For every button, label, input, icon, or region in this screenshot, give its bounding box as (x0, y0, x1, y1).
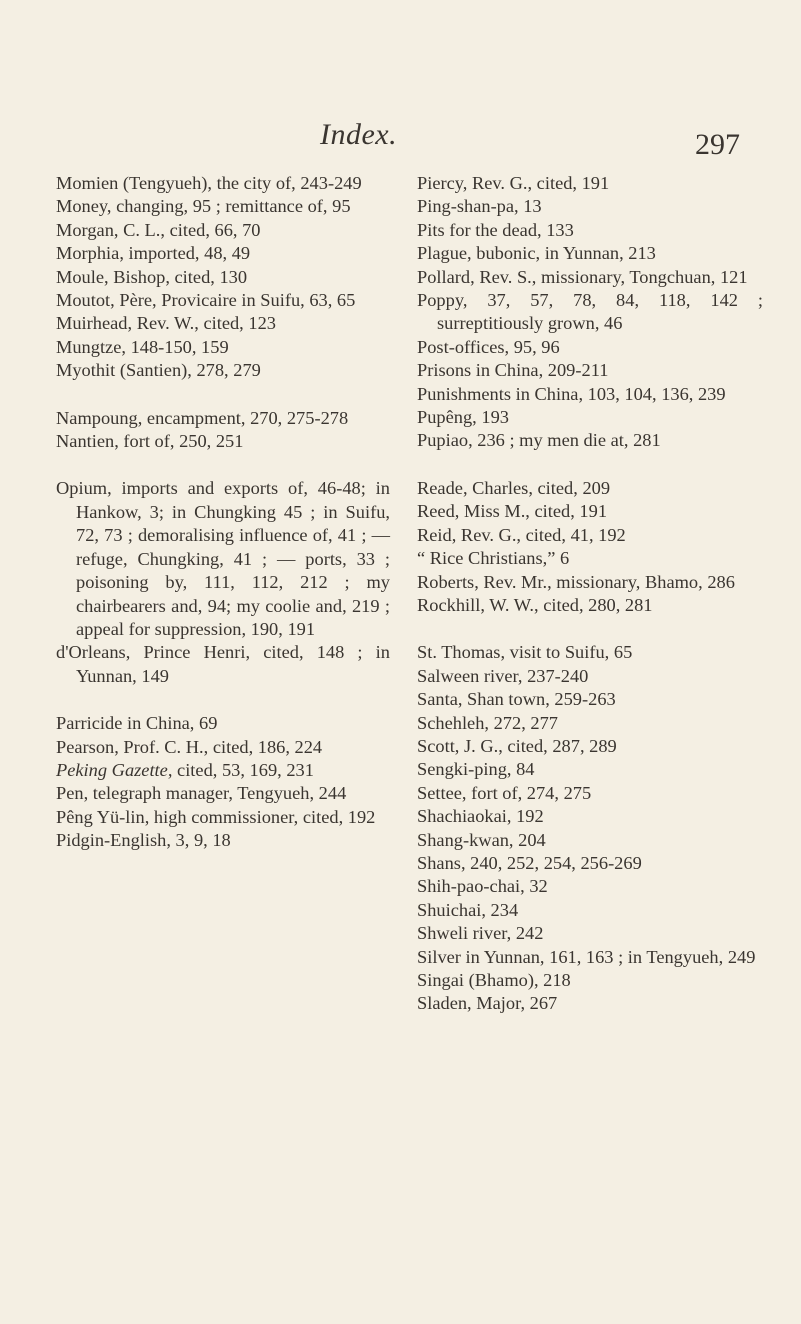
index-entry: Reed, Miss M., cited, 191 (417, 501, 608, 522)
index-entry: Myothit (Santien), 278, 279 (56, 360, 261, 381)
index-entry: Punishments in China, 103, 104, 136, 239 (417, 383, 726, 404)
index-entry: Santa, Shan town, 259-263 (417, 689, 616, 710)
index-entry-italic-title: Peking Gazette, (56, 759, 173, 780)
index-entry: Pupêng, 193 (417, 407, 509, 428)
index-entry: Pollard, Rev. S., missionary, Tongchuan, 121 (417, 266, 748, 287)
index-entry: Mungtze, 148-150, 159 (56, 336, 229, 357)
index-entry-text: cited, 53, 169, 231 (172, 759, 314, 780)
index-entry: Ping-shan-pa, 13 (417, 196, 542, 217)
page-title: Index. (320, 118, 398, 151)
index-entry: Momien (Tengyueh), the city of, 243-249 (56, 173, 362, 193)
index-entry: Shachiaokai, 192 (417, 806, 544, 827)
index-letter-group (56, 172, 390, 383)
index-entry: Pidgin-English, 3, 9, 18 (56, 830, 231, 851)
index-entry: Opium, imports and exports of, 46-48; in Hankow, 3; in Chungking 45 ; in Suifu, 72, 73 ; demoralising influence of, 41 ; — refuge, Chungking, 41 ; — ports, 33 ; poisoning by, 111, 112, 212 ; my chairbearers and, 94; my coolie and, 219 ; appeal for suppression, 190, 191 (56, 478, 390, 639)
index-entry: St. Thomas, visit to Suifu, 65 (417, 642, 633, 663)
index-letter-group (56, 407, 390, 454)
index-entry (56, 759, 390, 782)
index-entry: Shans, 240, 252, 254, 256-269 (417, 852, 642, 873)
index-entry: Silver in Yunnan, 161, 163 ; in Tengyueh, 249 (417, 946, 756, 967)
index-entry: Nampoung, encampment, 270, 275-278 (56, 407, 349, 428)
index-letter-group (56, 712, 390, 852)
index-entry: Moule, Bishop, cited, 130 (56, 266, 248, 287)
index-entry: Sengki-ping, 84 (417, 759, 535, 780)
index-entry: Shih-pao-chai, 32 (417, 876, 548, 897)
index-entry: Singai (Bhamo), 218 (417, 970, 571, 990)
index-entry: Roberts, Rev. Mr., missionary, Bhamo, 286 (417, 571, 735, 592)
index-entry: Pits for the dead, 133 (417, 219, 574, 240)
index-entry: Morgan, C. L., cited, 66, 70 (56, 219, 261, 240)
index-entry: Piercy, Rev. G., cited, 191 (417, 173, 610, 193)
index-entry: Pearson, Prof. C. H., cited, 186, 224 (56, 736, 323, 757)
index-column-right (417, 172, 763, 1016)
index-entry: Reade, Charles, cited, 209 (417, 477, 611, 498)
index-entry: Schehleh, 272, 277 (417, 712, 558, 733)
index-entry: Poppy, 37, 57, 78, 84, 118, 142 ; surreptitiously grown, 46 (417, 290, 763, 334)
index-entry: “ Rice Christians,” 6 (417, 548, 570, 569)
index-entry: Parricide in China, 69 (56, 713, 218, 734)
index-entry: d'Orleans, Prince Henri, cited, 148 ; in Yunnan, 149 (56, 642, 390, 686)
index-entry: Shweli river, 242 (417, 923, 544, 944)
index-entry: Moutot, Père, Provicaire in Suifu, 63, 65 (56, 290, 356, 311)
index-entry: Shuichai, 234 (417, 899, 519, 920)
index-entry: Prisons in China, 209-211 (417, 360, 609, 381)
index-entry: Nantien, fort of, 250, 251 (56, 431, 244, 452)
index-entry: Pen, telegraph manager, Tengyueh, 244 (56, 783, 347, 804)
index-letter-group (417, 172, 763, 453)
page-number: 297 (695, 128, 740, 161)
index-column-left (56, 172, 390, 853)
index-entry: Money, changing, 95 ; remittance of, 95 (56, 196, 351, 217)
index-entry: Morphia, imported, 48, 49 (56, 243, 251, 264)
index-letter-group (417, 477, 763, 617)
index-entry: Pêng Yü-lin, high commissioner, cited, 192 (56, 806, 376, 827)
index-entry: Reid, Rev. G., cited, 41, 192 (417, 524, 626, 545)
index-entry: Post-offices, 95, 96 (417, 336, 560, 357)
index-letter-group (417, 641, 763, 1016)
index-letter-group (56, 477, 390, 688)
index-entry: Muirhead, Rev. W., cited, 123 (56, 313, 276, 334)
index-entry: Rockhill, W. W., cited, 280, 281 (417, 594, 653, 615)
index-entry: Scott, J. G., cited, 287, 289 (417, 735, 617, 756)
index-entry: Salween river, 237-240 (417, 665, 589, 686)
index-entry: Pupiao, 236 ; my men die at, 281 (417, 430, 661, 451)
index-entry: Shang-kwan, 204 (417, 829, 546, 850)
index-entry: Plague, bubonic, in Yunnan, 213 (417, 243, 656, 264)
index-entry: Sladen, Major, 267 (417, 993, 558, 1014)
index-entry: Settee, fort of, 274, 275 (417, 782, 592, 803)
